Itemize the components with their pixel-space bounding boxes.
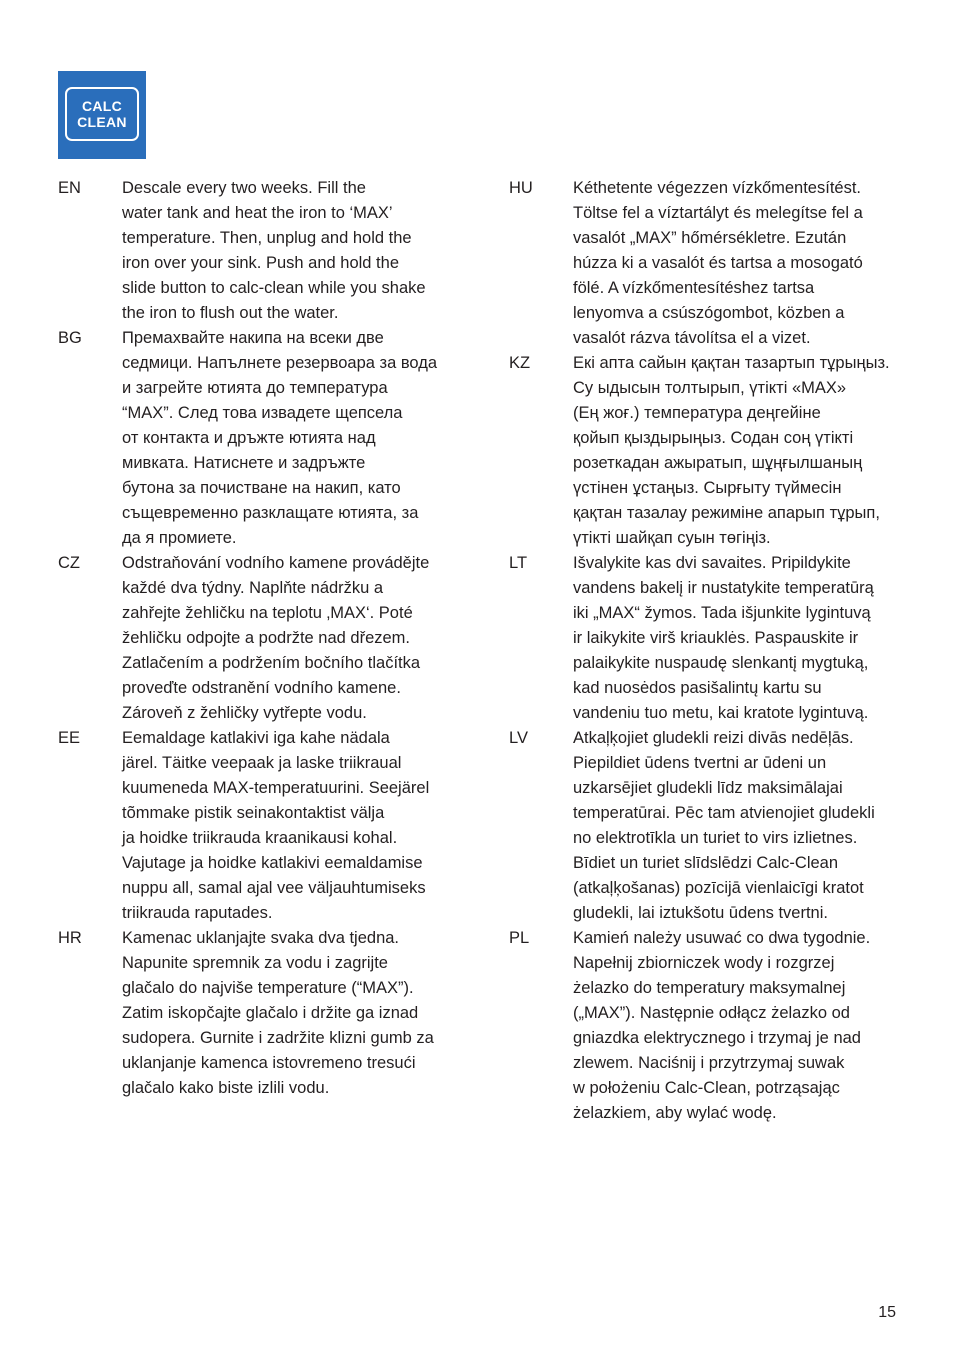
language-entry-hr xyxy=(58,926,458,1101)
language-code: KZ xyxy=(509,354,531,372)
language-entry-lv xyxy=(509,726,909,926)
language-entry-hu xyxy=(509,176,909,351)
instruction-text: Atkaļķojiet gludekli reizi divās nedēļās. Piepildiet ūdens tvertni ar ūdeni un uzkarsējiet gludekli līdz maksimālajai temperatūrai. Pēc tam atvienojiet gludekli no elektrotīkla un turiet to virs izlietnes. Bīdiet un turiet slīdslēdzi Calc-Clean (atkaļķošanas) pozīcijā vienlaicīgi kratot gludekli, lai iztukšotu ūdens tvertni. xyxy=(573,729,875,922)
language-entry-en xyxy=(58,176,458,326)
instruction-text: Премахвайте накипа на всеки две седмици. Напълнете резервоара за вода и загрейте ютията до температура “MAX”. След това извадете щепсела от контакта и дръжте ютията над мивката. Натиснете и задръжте бутона за почистване на накип, като същевременно разклащате ютията, за да я промиете. xyxy=(122,329,438,547)
language-code: EE xyxy=(58,729,81,747)
page-number: 15 xyxy=(878,1304,896,1321)
calc-clean-icon xyxy=(65,87,139,141)
instruction-text: Descale every two weeks. Fill the water tank and heat the iron to ‘MAX’ temperature. Then, unplug and hold the iron over your sink. Push and hold the slide button to calc-clean while you shake the iron to flush out the water. xyxy=(122,179,426,322)
language-entry-ee xyxy=(58,726,458,926)
calc-clean-badge xyxy=(58,71,146,159)
instruction-text: Екі апта сайын қақтан тазартып тұрыңыз. Су ыдысын толтырып, үтікті «MAX» (Ең жоғ.) температура деңгейіне қойып қыздырыңыз. Содан соң үтікті розеткадан ажыратып, шұңғылшаның үстінен ұстаңыз. Сырғыту түймесін қақтан тазалау режиміне апарып тұрып, үтікті шайқап суын төгіңіз. xyxy=(573,354,890,547)
language-entry-lt xyxy=(509,551,909,726)
instruction-text: Išvalykite kas dvi savaites. Pripildykite vandens bakelį ir nustatykite temperatūrą iki „MAX“ žymos. Tada išjunkite lygintuvą ir laikykite virš kriauklės. Paspauskite ir palaikykite nuspaudę slenkantį mygtuką, kad nuosėdos pasišalintų kartu su vandeniu tuo metu, kai kratote lygintuvą. xyxy=(573,554,874,722)
instruction-text: Kéthetente végezzen vízkőmentesítést. Töltse fel a víztartályt és melegítse fel a vasalót „MAX” hőmérsékletre. Ezután húzza ki a vasalót és tartsa a mosogató fölé. A vízkőmentesítéshez tartsa lenyomva a csúszógombot, közben a vasalót rázva távolítsa el a vizet. xyxy=(573,179,863,347)
language-entry-pl xyxy=(509,926,909,1126)
language-code: BG xyxy=(58,329,82,347)
language-code: PL xyxy=(509,929,530,947)
language-code: CZ xyxy=(58,554,80,572)
instruction-text: Odstraňování vodního kamene provádějte každé dva týdny. Naplňte nádržku a zahřejte žehličku na teplotu ‚MAX‘. Poté žehličku odpojte a podržte nad dřezem. Zatlačením a podržením bočního tlačítka proveďte odstranění vodního kamene. Zároveň z žehličky vytřepte vodu. xyxy=(122,554,430,722)
left-column xyxy=(58,176,458,1101)
instruction-text: Eemaldage katlakivi iga kahe nädala järel. Täitke veepaak ja laske triikraual kuumeneda MAX-temperatuurini. Seejärel tõmmake pistik seinakontaktist välja ja hoidke triikrauda kraanikausi kohal. Vajutage ja hoidke katlakivi eemaldamise nuppu all, samal ajal vee väljauhtumiseks triikrauda raputades. xyxy=(122,729,430,922)
language-entry-kz xyxy=(509,351,909,551)
badge-line-2: CLEAN xyxy=(77,114,127,130)
right-column xyxy=(509,176,909,1126)
language-code: HR xyxy=(58,929,82,947)
language-code: HU xyxy=(509,179,533,197)
language-code: EN xyxy=(58,179,81,197)
language-code: LV xyxy=(509,729,528,747)
instruction-text: Kamenac uklanjajte svaka dva tjedna. Napunite spremnik za vodu i zagrijte glačalo do najviše temperature (“MAX”). Zatim iskopčajte glačalo i držite ga iznad sudopera. Gurnite i zadržite klizni gumb za uklanjanje kamenca istovremeno tresući glačalo kako biste izlili vodu. xyxy=(122,929,434,1097)
language-code: LT xyxy=(509,554,528,572)
language-entry-bg xyxy=(58,326,458,551)
badge-line-1: CALC xyxy=(81,98,123,114)
instruction-text: Kamień należy usuwać co dwa tygodnie. Napełnij zbiorniczek wody i rozgrzej żelazko do temperatury maksymalnej („MAX”). Następnie odłącz żelazko od gniazdka elektrycznego i trzymaj je nad zlewem. Naciśnij i przytrzymaj suwak w położeniu Calc-Clean, potrząsając żelazkiem, aby wylać wodę. xyxy=(573,929,871,1122)
language-entry-cz xyxy=(58,551,458,726)
